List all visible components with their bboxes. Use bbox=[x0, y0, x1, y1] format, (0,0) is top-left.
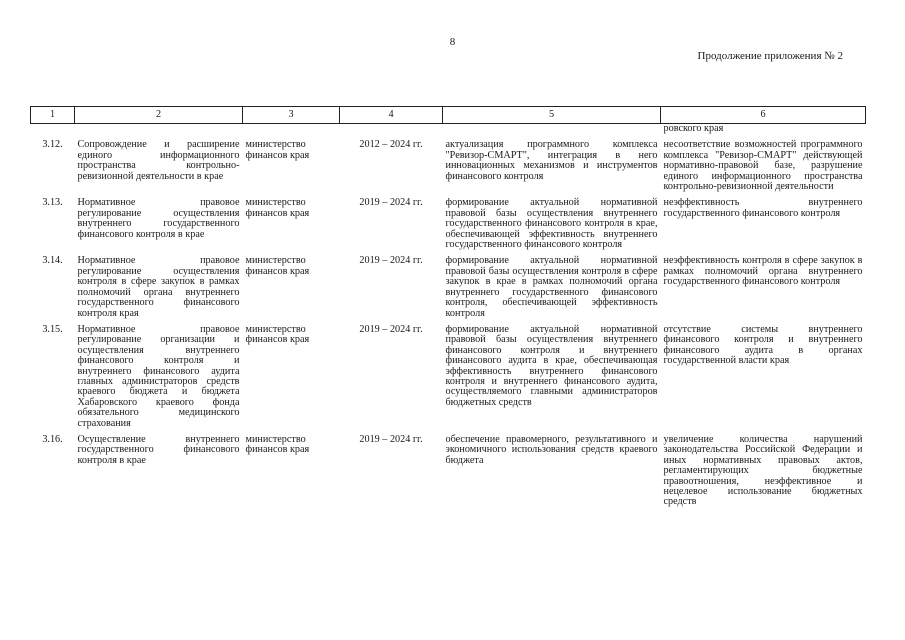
executor: министерство финансов края bbox=[245, 197, 310, 219]
row-number: 3.12. bbox=[42, 139, 63, 151]
expected-result: формирование актуальной нормативной правовой базы осуществления внутреннего финансового контроля и внутреннего финансового аудита в крае, обеспечивающая эффективность внутреннего финансового контроля и внутреннего финансового аудита, осуществляемого главными администраторов бюджетных средств bbox=[445, 323, 658, 408]
column-header-1: 1 bbox=[31, 107, 75, 124]
expected-result: актуализация программного комплекса "Ревизор-СМАРТ", интеграция в него инновационных механизмов и инструментов финансового контроля bbox=[445, 139, 658, 182]
row-number: 3.16. bbox=[42, 433, 63, 445]
row-number: 3.15. bbox=[42, 323, 63, 335]
row-number: 3.13. bbox=[42, 197, 63, 209]
implementation-term: 2019 – 2024 гг. bbox=[359, 433, 423, 445]
measure-name: Сопровождение и расширение единого информационного пространства контрольно-ревизионной деятельности в крае bbox=[77, 139, 240, 182]
measure-name: Осуществление внутреннего государственного финансового контроля в крае bbox=[77, 433, 240, 466]
executor: министерство финансов края bbox=[245, 255, 310, 277]
appendix-continuation-title: Продолжение приложения № 2 bbox=[697, 50, 843, 62]
table-row bbox=[31, 196, 866, 254]
implementation-term: 2019 – 2024 гг. bbox=[359, 323, 423, 335]
table-row bbox=[31, 433, 866, 512]
table-row bbox=[31, 138, 866, 196]
column-header-2: 2 bbox=[75, 107, 243, 124]
implementation-term: 2019 – 2024 гг. bbox=[359, 255, 423, 267]
expected-result: формирование актуальной нормативной правовой базы осуществления контроля в сфере закупок в крае в рамках полномочий органа внутреннего государственного финансового контроля, обеспечивающей эффективность контроля bbox=[445, 255, 658, 319]
column-header-5: 5 bbox=[443, 107, 661, 124]
expected-result: формирование актуальной нормативной правовой базы осуществления внутреннего государственного финансового контроля в крае, обеспечивающей эффективность внутреннего государственного финансового контроля bbox=[445, 197, 658, 251]
non-implementation-consequences: неэффективность контроля в сфере закупок в рамках полномочий органа внутреннего государственного финансового контроля bbox=[663, 255, 863, 288]
implementation-term: 2012 – 2024 гг. bbox=[359, 139, 423, 151]
non-implementation-consequences: увеличение количества нарушений законодательства Российской Федерации и иных нормативных правовых актов, регламентирующих бюджетные правоотношения, неэффективное и нецелевое использование бюджетных средств bbox=[663, 433, 863, 508]
column-header-6: 6 bbox=[661, 107, 866, 124]
measures-table bbox=[30, 106, 866, 512]
carryover-row bbox=[31, 124, 866, 139]
non-implementation-consequences: неэффективность внутреннего государственного финансового контроля bbox=[663, 197, 863, 219]
measure-name: Нормативное правовое регулирование организации и осуществления внутреннего финансового контроля и внутреннего финансового аудита главных администраторов средств краевого бюджета и бюджета Хабаровского краевого фонда обязательного медицинского страхования bbox=[77, 323, 240, 429]
table-row bbox=[31, 323, 866, 433]
executor: министерство финансов края bbox=[245, 323, 310, 346]
implementation-term: 2019 – 2024 гг. bbox=[359, 197, 423, 209]
measure-name: Нормативное правовое регулирование осуществления контроля в сфере закупок в рамках полномочий органа внутреннего государственного финансового контроля края bbox=[77, 255, 240, 319]
column-number-header-row bbox=[31, 107, 866, 124]
non-implementation-consequences: несоответствие возможностей программного комплекса "Ревизор-СМАРТ" действующей нормативно-правовой базе, разрушение единого информационного пространства контрольно-ревизионной деятельности bbox=[663, 139, 863, 193]
executor: министерство финансов края bbox=[245, 139, 310, 161]
page-number: 8 bbox=[449, 36, 456, 48]
expected-result: обеспечение правомерного, результативного и экономичного использования средств краевого бюджета bbox=[445, 433, 658, 466]
executor: министерство финансов края bbox=[245, 433, 310, 456]
table-row bbox=[31, 254, 866, 322]
carryover-text: ровского края bbox=[663, 123, 724, 134]
row-number: 3.14. bbox=[42, 255, 63, 267]
column-header-3: 3 bbox=[243, 107, 340, 124]
measure-name: Нормативное правовое регулирование осуществления внутреннего государственного финансового контроля в крае bbox=[77, 197, 240, 240]
column-header-4: 4 bbox=[340, 107, 443, 124]
non-implementation-consequences: отсутствие системы внутреннего финансового контроля и внутреннего финансового аудита в органах государственной власти края bbox=[663, 323, 863, 367]
